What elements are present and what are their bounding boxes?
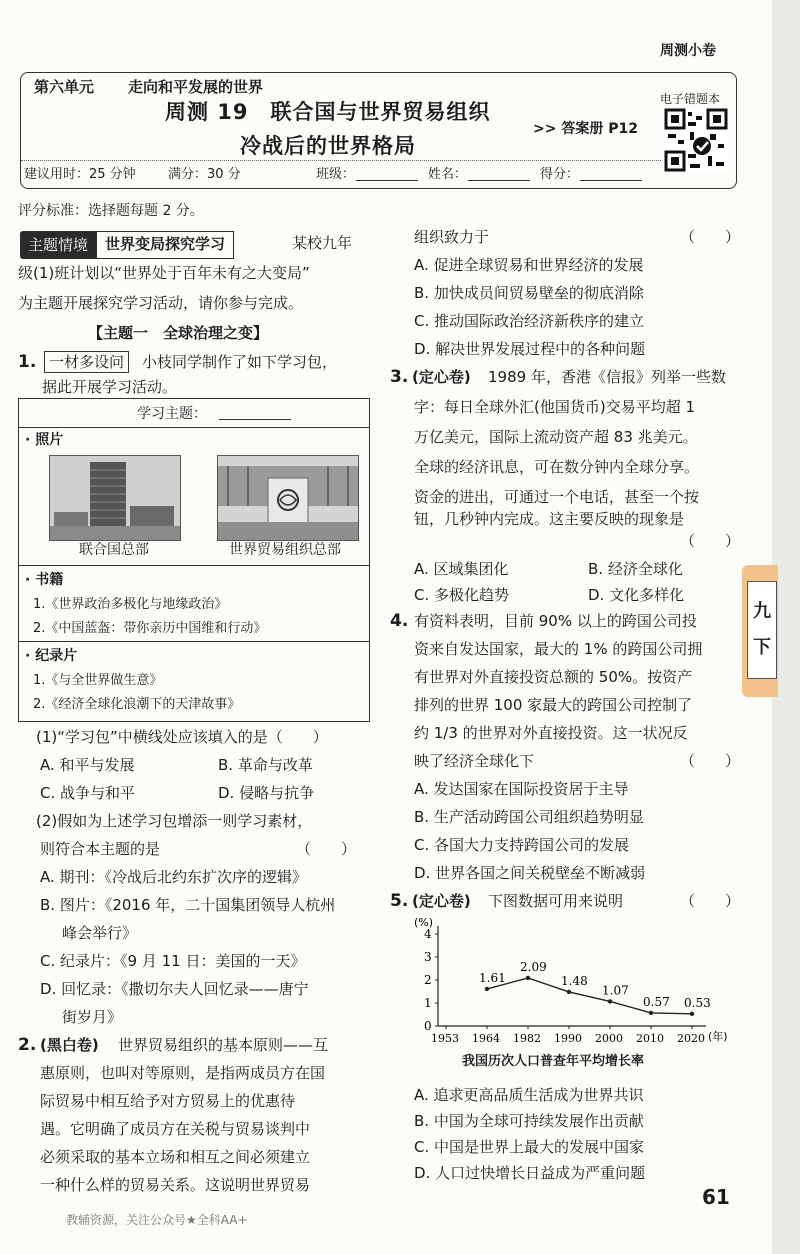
q4-option-a[interactable]: A. 发达国家在国际投资居于主导 (414, 780, 629, 798)
q4-option-c[interactable]: C. 各国大力支持跨国公司的发展 (414, 836, 630, 854)
q3-option-b[interactable]: B. 经济全球化 (588, 560, 683, 578)
data-point (526, 976, 530, 980)
data-label: 0.57 (643, 994, 670, 1009)
q3-line-6: 钮，几秒钟内完成。这主要反映的现象是 (414, 510, 685, 528)
x-tick-label: 2010 (636, 1032, 664, 1045)
x-tick-label: 1990 (554, 1032, 582, 1045)
y-tick-label: 3 (424, 950, 432, 964)
q5-text: 下图数据可用来说明 (488, 892, 624, 910)
growth-rate-chart (410, 912, 740, 1072)
q1-sub2-option-a[interactable]: A. 期刊：《冷战后北约东扩次序的逻辑》 (40, 868, 308, 886)
q1-sub2-2: 则符合本主题的是 (40, 840, 161, 858)
q1-number: 1. (18, 352, 37, 372)
q2-number: 2. (18, 1035, 37, 1055)
time-label: 建议用时：25 分钟 (24, 167, 136, 182)
q1-text-2: 据此开展学习活动。 (42, 378, 178, 396)
q1-badge (44, 351, 129, 373)
q2-option-c[interactable]: C. 推动国际政治经济新秩序的建立 (414, 312, 645, 330)
theme-tag-label: 主题情境 (20, 231, 96, 259)
q1-sub2-option-c[interactable]: C. 纪录片：《9 月 11 日：美国的一天》 (40, 952, 306, 970)
q4-paren: （ ） (680, 752, 741, 770)
photo2-caption: 世界贸易组织总部 (229, 542, 341, 558)
book-1: 1.《世界政治多极化与地缘政治》 (33, 597, 228, 612)
x-tick-label: 2000 (595, 1032, 623, 1045)
q1-text-1: 小枝同学制作了如下学习包， (142, 353, 338, 371)
scoring-note: 评分标准：选择题每题 2 分。 (18, 203, 204, 219)
q5-tag: (定心卷) (412, 892, 471, 910)
books-label: · 书籍 (25, 572, 64, 588)
qr-label: 电子错题本 (660, 92, 721, 106)
grade-side-tab[interactable] (742, 565, 778, 697)
theme-intro-2: 级(1)班计划以“世界处于百年未有之大变局” (18, 264, 310, 282)
data-point (690, 1012, 694, 1016)
qr-code-icon[interactable] (664, 108, 728, 172)
class-field[interactable] (356, 180, 418, 181)
y-tick-label: 4 (424, 927, 432, 941)
x-tick-label: 1953 (431, 1032, 459, 1045)
q2-line-1: 世界贸易组织的基本原则——互 (118, 1036, 329, 1054)
q1-sub2-option-b[interactable]: B. 图片：《2016 年，二十国集团领导人杭州 (40, 896, 336, 914)
q4-number: 4. (390, 611, 409, 631)
box-divider (19, 427, 369, 428)
x-axis-unit: (年) (708, 1030, 728, 1043)
q3-paren: （ ） (680, 532, 741, 550)
q2-line-3: 际贸易中相互给予对方贸易上的优惠待 (40, 1092, 296, 1110)
docs-label: · 纪录片 (25, 648, 78, 664)
q4-line-5: 约 1/3 的世界对外直接投资。这一状况反 (414, 724, 688, 742)
q1-sub2-option-d[interactable]: D. 回忆录：《撒切尔夫人回忆录——唐宁 (40, 980, 309, 998)
topic-blank (219, 419, 291, 420)
box-divider (19, 565, 369, 566)
data-point (608, 999, 612, 1003)
data-label: 2.09 (520, 959, 547, 974)
q1-sub2-option-d-cont: 街岁月》 (62, 1008, 123, 1026)
header-divider (21, 160, 661, 161)
class-label: 班级： (316, 167, 356, 182)
theme-intro-1: 某校九年 (292, 234, 353, 252)
page-title: 周测 19 联合国与世界贸易组织 (165, 100, 491, 124)
q5-paren: （ ） (680, 892, 741, 910)
q5-option-a[interactable]: A. 追求更高品质生活成为世界共识 (414, 1086, 644, 1104)
q3-line-4: 全球的经济讯息，可在数分钟内全球分享。 (414, 458, 700, 476)
score-field[interactable] (580, 180, 642, 181)
data-point (485, 987, 489, 991)
q4-line-2: 资来自发达国家，最大的 1% 的跨国公司拥 (414, 640, 703, 658)
q4-option-d[interactable]: D. 世界各国之间关税壁垒不断减弱 (414, 864, 646, 882)
q3-line-1: 1989 年，香港《信报》列举一些数 (488, 368, 726, 386)
weekly-label: 周测小卷 (660, 43, 716, 59)
q2-line-2: 惠原则，也叫对等原则，是指两成员方在国 (40, 1064, 326, 1082)
q3-tag: (定心卷) (412, 368, 471, 386)
doc-1: 1.《与全世界做生意》 (33, 673, 163, 688)
q5-option-c[interactable]: C. 中国是世界上最大的发展中国家 (414, 1138, 645, 1156)
page-subtitle: 冷战后的世界格局 (240, 134, 416, 158)
q1-badge-label: 一材多设问 (44, 351, 129, 373)
page-number: 61 (702, 1185, 730, 1209)
score-label: 得分： (540, 167, 580, 182)
photos-label: · 照片 (25, 432, 64, 448)
subtheme-heading: 【主题一 全球治理之变】 (88, 324, 269, 342)
q4-option-b[interactable]: B. 生产活动跨国公司组织趋势明显 (414, 808, 644, 826)
q5-option-b[interactable]: B. 中国为全球可持续发展作出贡献 (414, 1112, 644, 1130)
answer-ref[interactable]: >> 答案册 P12 (533, 121, 638, 137)
q5-option-d[interactable]: D. 人口过快增长日益成为严重问题 (414, 1164, 646, 1182)
data-label: 1.07 (602, 983, 629, 998)
q3-number: 3. (390, 367, 409, 387)
wto-hq-photo (217, 455, 359, 541)
name-field[interactable] (468, 180, 530, 181)
q4-line-1: 有资料表明，目前 90% 以上的跨国公司投 (414, 612, 697, 630)
q2-paren: （ ） (680, 228, 741, 246)
y-tick-label: 1 (424, 996, 432, 1010)
q1-sub1: (1)“学习包”中横线处应该填入的是（ ） (36, 728, 328, 746)
q1-sub1-option-b[interactable]: B. 革命与改革 (218, 756, 313, 774)
y-tick-label: 2 (424, 973, 432, 987)
doc-2: 2.《经济全球化浪潮下的天津故事》 (33, 697, 241, 712)
theme-intro-3: 为主题开展探究学习活动，请你参与完成。 (18, 294, 304, 312)
q1-sub2-option-b-cont: 峰会举行》 (62, 924, 138, 942)
chart-title: 我国历次人口普查年平均增长率 (462, 1054, 645, 1069)
data-label: 1.61 (479, 970, 506, 985)
data-point (567, 990, 571, 994)
q5-number: 5. (390, 891, 409, 911)
q2-line-7: 组织致力于 (414, 228, 490, 246)
q1-sub1-option-c[interactable]: C. 战争与和平 (40, 784, 136, 802)
x-tick-label: 1982 (513, 1032, 541, 1045)
theme-tag (20, 231, 234, 259)
unit-label: 第六单元 (34, 78, 95, 96)
q2-tag: (黑白卷) (40, 1036, 99, 1054)
footer-note: 教辅资源，关注公众号★全科AA+ (66, 1213, 248, 1227)
q2-line-4: 遇。它明确了成员方在关税与贸易谈判中 (40, 1120, 311, 1138)
q4-line-3: 有世界对外直接投资总额的 50%。按资产 (414, 668, 693, 686)
box-divider (19, 641, 369, 642)
q3-line-5: 资金的进出，可通过一个电话，甚至一个按 (414, 488, 700, 506)
q2-option-a[interactable]: A. 促进全球贸易和世界经济的发展 (414, 256, 644, 274)
q3-option-d[interactable]: D. 文化多样化 (588, 586, 685, 604)
theme-tag-name: 世界变局探究学习 (96, 231, 234, 259)
data-point (649, 1011, 653, 1015)
q2-option-d[interactable]: D. 解决世界发展过程中的各种问题 (414, 340, 646, 358)
grade-side-tab-inner (747, 581, 777, 679)
x-tick-label: 2020 (677, 1032, 705, 1045)
study-pack-box (18, 398, 370, 722)
q1-sub2-paren: （ ） (296, 840, 357, 858)
q3-line-2: 字：每日全球外汇(他国货币)交易平均超 1 (414, 398, 696, 416)
q1-sub1-option-a[interactable]: A. 和平与发展 (40, 756, 135, 774)
q2-line-5: 必须采取的基本立场和相互之间必须建立 (40, 1148, 311, 1166)
q3-line-3: 万亿美元，国际上流动资产超 83 兆美元。 (414, 428, 698, 446)
q3-option-c[interactable]: C. 多极化趋势 (414, 586, 510, 604)
un-hq-photo (49, 455, 181, 541)
q1-sub2-1: (2)假如为上述学习包增添一则学习素材， (36, 812, 313, 830)
q1-sub1-option-d[interactable]: D. 侵略与抗争 (218, 784, 315, 802)
q2-line-6: 一种什么样的贸易关系。这说明世界贸易 (40, 1176, 311, 1194)
data-label: 1.48 (561, 973, 588, 988)
photo1-caption: 联合国总部 (79, 542, 149, 558)
y-tick-label: 0 (424, 1019, 432, 1033)
q4-line-4: 排列的世界 100 家最大的跨国公司控制了 (414, 696, 693, 714)
q3-option-a[interactable]: A. 区域集团化 (414, 560, 509, 578)
topic-label: 学习主题： (137, 406, 207, 422)
grade-side-tab-label: 九下 (753, 601, 771, 658)
data-label: 0.53 (684, 995, 711, 1010)
name-label: 姓名： (428, 167, 468, 182)
book-2: 2.《中国蓝盔：带你亲历中国维和行动》 (33, 621, 267, 636)
unit-title: 走向和平发展的世界 (128, 78, 264, 96)
q4-line-6: 映了经济全球化下 (414, 752, 535, 770)
q2-option-b[interactable]: B. 加快成员间贸易壁垒的彻底消除 (414, 284, 644, 302)
y-axis-unit: (%) (414, 916, 434, 929)
full-score-label: 满分：30 分 (168, 167, 241, 182)
x-tick-label: 1964 (472, 1032, 500, 1045)
